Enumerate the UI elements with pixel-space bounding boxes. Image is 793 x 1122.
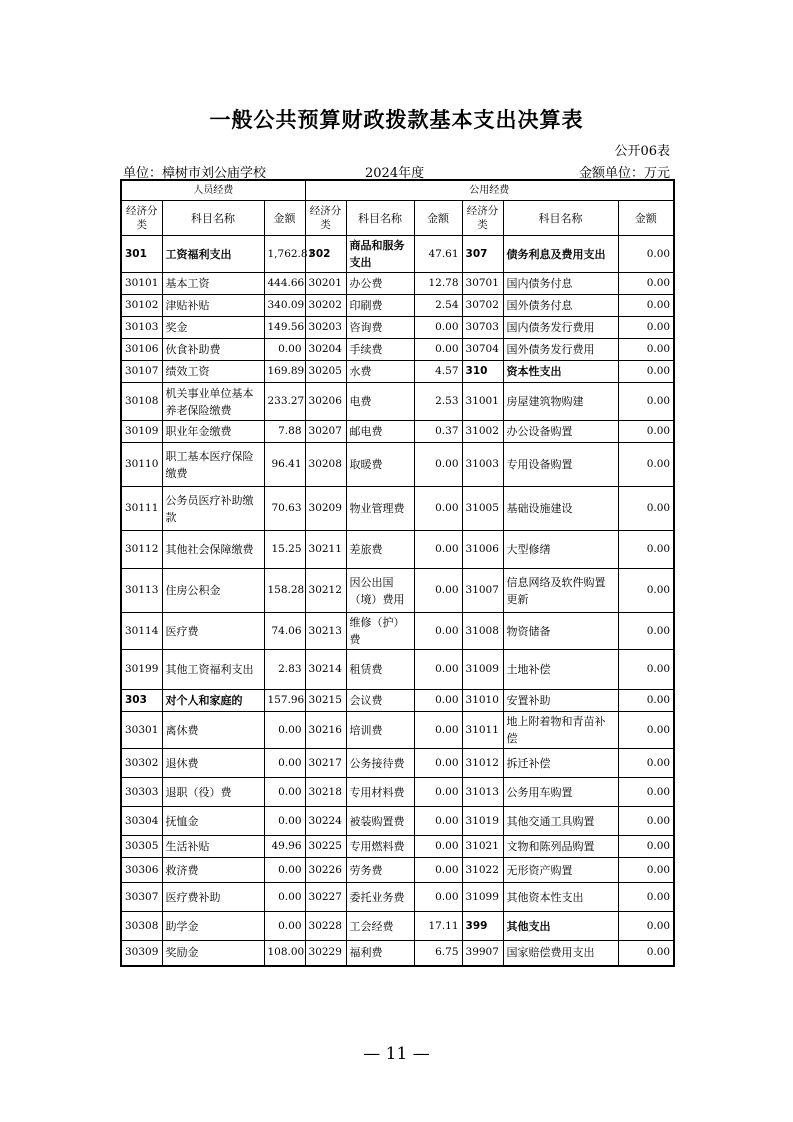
- category-name: 国内债务付息: [503, 273, 618, 295]
- category-code: 31010: [462, 690, 503, 712]
- table-row: [121, 883, 674, 912]
- amount-value: 0.00: [414, 836, 462, 858]
- category-name: 文物和陈列品购置: [503, 836, 618, 858]
- category-name: 离休费: [162, 712, 264, 749]
- category-name: 对个人和家庭的: [162, 690, 264, 712]
- table-row: [121, 317, 674, 339]
- category-name: 国内债务发行费用: [503, 317, 618, 339]
- category-code: 31006: [462, 531, 503, 569]
- category-name: 物业管理费: [346, 487, 414, 531]
- amount-value: 1,762.81: [264, 236, 305, 273]
- category-name: 抚恤金: [162, 807, 264, 836]
- amount-value: 0.00: [618, 650, 674, 690]
- category-code: 30204: [305, 339, 346, 361]
- form-number: 公开06表: [614, 144, 670, 159]
- category-name: 专用设备购置: [503, 443, 618, 487]
- category-name: 印刷费: [346, 295, 414, 317]
- table-row: [121, 836, 674, 858]
- amount-value: 0.00: [414, 339, 462, 361]
- category-code: 30302: [121, 749, 162, 778]
- amount-value: 70.63: [264, 487, 305, 531]
- table-row: [121, 807, 674, 836]
- category-name: 工会经费: [346, 912, 414, 941]
- amount-value: 0.00: [264, 712, 305, 749]
- category-name: 专用燃料费: [346, 836, 414, 858]
- category-code: 30209: [305, 487, 346, 531]
- amount-value: 0.00: [414, 531, 462, 569]
- amount-value: 0.00: [264, 339, 305, 361]
- category-code: 30110: [121, 443, 162, 487]
- table-row: [121, 383, 674, 421]
- category-code: 30214: [305, 650, 346, 690]
- category-code: 31012: [462, 749, 503, 778]
- amount-value: 0.00: [618, 531, 674, 569]
- category-name: 国外债务付息: [503, 295, 618, 317]
- category-code: 30227: [305, 883, 346, 912]
- amount-value: 0.00: [618, 383, 674, 421]
- amount-value: 0.00: [618, 613, 674, 650]
- amount-value: 0.00: [264, 778, 305, 807]
- category-code: 30701: [462, 273, 503, 295]
- category-name: 大型修缮: [503, 531, 618, 569]
- category-name: 基本工资: [162, 273, 264, 295]
- category-code: 30113: [121, 569, 162, 613]
- category-code: 30305: [121, 836, 162, 858]
- category-code: 30703: [462, 317, 503, 339]
- category-code: 30114: [121, 613, 162, 650]
- category-name: 维修（护）费: [346, 613, 414, 650]
- amount-value: 0.00: [618, 941, 674, 966]
- amount-value: 12.78: [414, 273, 462, 295]
- section-header-row: [121, 180, 674, 201]
- amount-value: 0.00: [264, 883, 305, 912]
- amount-value: 0.00: [618, 443, 674, 487]
- category-code: 301: [121, 236, 162, 273]
- header-amount: 金额: [264, 201, 305, 236]
- amount-value: 0.00: [618, 712, 674, 749]
- table-row: [121, 236, 674, 273]
- category-name: 绩效工资: [162, 361, 264, 383]
- amount-value: 0.00: [414, 613, 462, 650]
- amount-value: 233.27: [264, 383, 305, 421]
- category-name: 机关事业单位基本养老保险缴费: [162, 383, 264, 421]
- category-name: 津贴补贴: [162, 295, 264, 317]
- category-name: 职工基本医疗保险缴费: [162, 443, 264, 487]
- header-name: 科目名称: [346, 201, 414, 236]
- category-code: 30704: [462, 339, 503, 361]
- category-code: 30201: [305, 273, 346, 295]
- category-name: 差旅费: [346, 531, 414, 569]
- amount-value: 0.00: [618, 912, 674, 941]
- table-row: [121, 273, 674, 295]
- amount-value: 0.00: [618, 487, 674, 531]
- category-code: 30111: [121, 487, 162, 531]
- category-name: 水费: [346, 361, 414, 383]
- category-name: 被装购置费: [346, 807, 414, 836]
- category-name: 工资福利支出: [162, 236, 264, 273]
- category-name: 国外债务发行费用: [503, 339, 618, 361]
- category-name: 其他资本性支出: [503, 883, 618, 912]
- amount-value: 340.09: [264, 295, 305, 317]
- category-name: 公务用车购置: [503, 778, 618, 807]
- amount-value: 0.00: [618, 807, 674, 836]
- table-row: [121, 339, 674, 361]
- section-public: 公用经费: [305, 180, 674, 201]
- category-name: 奖金: [162, 317, 264, 339]
- table-row: [121, 443, 674, 487]
- category-code: 30106: [121, 339, 162, 361]
- category-name: 土地补偿: [503, 650, 618, 690]
- category-code: 30307: [121, 883, 162, 912]
- category-name: 无形资产购置: [503, 858, 618, 883]
- category-name: 公务员医疗补助缴款: [162, 487, 264, 531]
- category-name: 职业年金缴费: [162, 421, 264, 443]
- category-code: 31007: [462, 569, 503, 613]
- category-code: 30203: [305, 317, 346, 339]
- category-name: 取暖费: [346, 443, 414, 487]
- table-row: [121, 295, 674, 317]
- category-code: 31022: [462, 858, 503, 883]
- amount-value: 149.56: [264, 317, 305, 339]
- category-code: 30304: [121, 807, 162, 836]
- category-code: 30108: [121, 383, 162, 421]
- amount-value: 0.00: [618, 317, 674, 339]
- amount-value: 0.00: [618, 273, 674, 295]
- category-code: 30224: [305, 807, 346, 836]
- category-code: 30303: [121, 778, 162, 807]
- category-code: 30229: [305, 941, 346, 966]
- category-name: 培训费: [346, 712, 414, 749]
- category-code: 30102: [121, 295, 162, 317]
- category-name: 医疗费补助: [162, 883, 264, 912]
- category-name: 地上附着物和青苗补偿: [503, 712, 618, 749]
- category-name: 信息网络及软件购置更新: [503, 569, 618, 613]
- table-row: [121, 690, 674, 712]
- category-code: 30112: [121, 531, 162, 569]
- category-code: 31011: [462, 712, 503, 749]
- amount-value: 0.00: [414, 317, 462, 339]
- amount-value: 0.00: [618, 836, 674, 858]
- category-name: 专用材料费: [346, 778, 414, 807]
- category-name: 助学金: [162, 912, 264, 941]
- amount-unit: 金额单位：万元: [578, 166, 670, 181]
- amount-value: 49.96: [264, 836, 305, 858]
- category-code: 30103: [121, 317, 162, 339]
- category-code: 30213: [305, 613, 346, 650]
- amount-value: 0.00: [618, 421, 674, 443]
- table-row: [121, 941, 674, 966]
- table-row: [121, 912, 674, 941]
- amount-value: 96.41: [264, 443, 305, 487]
- amount-value: 0.00: [414, 443, 462, 487]
- category-name: 伙食补助费: [162, 339, 264, 361]
- category-code: 399: [462, 912, 503, 941]
- category-name: 生活补贴: [162, 836, 264, 858]
- category-name: 救济费: [162, 858, 264, 883]
- category-name: 租赁费: [346, 650, 414, 690]
- header-code: 经济分类: [462, 201, 503, 236]
- amount-value: 74.06: [264, 613, 305, 650]
- category-name: 咨询费: [346, 317, 414, 339]
- category-code: 30215: [305, 690, 346, 712]
- amount-value: 108.00: [264, 941, 305, 966]
- category-code: 30702: [462, 295, 503, 317]
- amount-value: 6.75: [414, 941, 462, 966]
- amount-value: 17.11: [414, 912, 462, 941]
- category-code: 31003: [462, 443, 503, 487]
- category-name: 物资储备: [503, 613, 618, 650]
- header-amount: 金额: [414, 201, 462, 236]
- amount-value: 0.00: [618, 690, 674, 712]
- category-code: 30228: [305, 912, 346, 941]
- category-code: 30308: [121, 912, 162, 941]
- category-name: 会议费: [346, 690, 414, 712]
- category-name: 手续费: [346, 339, 414, 361]
- category-code: 30226: [305, 858, 346, 883]
- category-name: 委托业务费: [346, 883, 414, 912]
- amount-value: 0.00: [264, 912, 305, 941]
- column-header-row: [121, 201, 674, 236]
- category-code: 30301: [121, 712, 162, 749]
- amount-value: 0.00: [414, 858, 462, 883]
- header-name: 科目名称: [162, 201, 264, 236]
- amount-value: 0.00: [618, 778, 674, 807]
- category-code: 30101: [121, 273, 162, 295]
- category-code: 30207: [305, 421, 346, 443]
- category-code: 31008: [462, 613, 503, 650]
- category-name: 办公费: [346, 273, 414, 295]
- amount-value: 0.00: [618, 883, 674, 912]
- table-row: [121, 569, 674, 613]
- amount-value: 0.00: [264, 858, 305, 883]
- amount-value: 0.00: [414, 749, 462, 778]
- amount-value: 2.54: [414, 295, 462, 317]
- header-code: 经济分类: [305, 201, 346, 236]
- category-code: 30205: [305, 361, 346, 383]
- table-row: [121, 361, 674, 383]
- amount-value: 0.00: [414, 712, 462, 749]
- category-name: 拆迁补偿: [503, 749, 618, 778]
- fiscal-year: 2024年度: [365, 166, 425, 181]
- amount-value: 0.37: [414, 421, 462, 443]
- table-row: [121, 858, 674, 883]
- category-code: 30309: [121, 941, 162, 966]
- amount-value: 7.88: [264, 421, 305, 443]
- category-code: 310: [462, 361, 503, 383]
- category-code: 30107: [121, 361, 162, 383]
- expenditure-table: [120, 179, 675, 967]
- category-code: 30217: [305, 749, 346, 778]
- category-code: 31002: [462, 421, 503, 443]
- category-name: 退职（役）费: [162, 778, 264, 807]
- category-name: 其他工资福利支出: [162, 650, 264, 690]
- category-code: 31099: [462, 883, 503, 912]
- category-name: 电费: [346, 383, 414, 421]
- amount-value: 0.00: [264, 807, 305, 836]
- amount-value: 0.00: [618, 236, 674, 273]
- category-name: 其他交通工具购置: [503, 807, 618, 836]
- amount-value: 47.61: [414, 236, 462, 273]
- amount-value: 0.00: [414, 778, 462, 807]
- section-personnel: 人员经费: [121, 180, 305, 201]
- category-code: 30208: [305, 443, 346, 487]
- amount-value: 0.00: [414, 487, 462, 531]
- table-row: [121, 613, 674, 650]
- amount-value: 0.00: [618, 361, 674, 383]
- header-code: 经济分类: [121, 201, 162, 236]
- amount-value: 0.00: [414, 883, 462, 912]
- category-code: 30109: [121, 421, 162, 443]
- category-code: 31021: [462, 836, 503, 858]
- category-name: 奖励金: [162, 941, 264, 966]
- table-row: [121, 487, 674, 531]
- category-name: 邮电费: [346, 421, 414, 443]
- amount-value: 0.00: [618, 749, 674, 778]
- amount-value: 157.96: [264, 690, 305, 712]
- header-name: 科目名称: [503, 201, 618, 236]
- category-name: 医疗费: [162, 613, 264, 650]
- amount-value: 0.00: [618, 295, 674, 317]
- category-name: 办公设备购置: [503, 421, 618, 443]
- table-row: [121, 712, 674, 749]
- amount-value: 169.89: [264, 361, 305, 383]
- amount-value: 0.00: [414, 807, 462, 836]
- category-code: 30206: [305, 383, 346, 421]
- category-name: 资本性支出: [503, 361, 618, 383]
- amount-value: 0.00: [618, 569, 674, 613]
- amount-value: 4.57: [414, 361, 462, 383]
- table-row: [121, 650, 674, 690]
- page-title: 一般公共预算财政拨款基本支出决算表: [209, 108, 584, 132]
- category-name: 基础设施建设: [503, 487, 618, 531]
- category-code: 30225: [305, 836, 346, 858]
- page-number: — 11 —: [363, 1044, 430, 1064]
- category-name: 住房公积金: [162, 569, 264, 613]
- amount-value: 0.00: [618, 339, 674, 361]
- category-name: 退休费: [162, 749, 264, 778]
- category-code: 31013: [462, 778, 503, 807]
- category-name: 债务利息及费用支出: [503, 236, 618, 273]
- category-name: 劳务费: [346, 858, 414, 883]
- amount-value: 158.28: [264, 569, 305, 613]
- category-name: 福利费: [346, 941, 414, 966]
- category-name: 其他社会保障缴费: [162, 531, 264, 569]
- category-name: 商品和服务支出: [346, 236, 414, 273]
- category-code: 307: [462, 236, 503, 273]
- category-code: 30216: [305, 712, 346, 749]
- category-name: 公务接待费: [346, 749, 414, 778]
- amount-value: 15.25: [264, 531, 305, 569]
- reporting-unit: 单位：樟树市刘公庙学校: [123, 166, 267, 181]
- amount-value: 0.00: [618, 858, 674, 883]
- header-amount: 金额: [618, 201, 674, 236]
- category-code: 30306: [121, 858, 162, 883]
- amount-value: 0.00: [264, 749, 305, 778]
- amount-value: 0.00: [414, 569, 462, 613]
- amount-value: 444.66: [264, 273, 305, 295]
- table-row: [121, 749, 674, 778]
- category-name: 其他支出: [503, 912, 618, 941]
- category-code: 30218: [305, 778, 346, 807]
- category-name: 房屋建筑物购建: [503, 383, 618, 421]
- category-code: 39907: [462, 941, 503, 966]
- category-code: 30212: [305, 569, 346, 613]
- category-code: 31019: [462, 807, 503, 836]
- table-row: [121, 531, 674, 569]
- amount-value: 0.00: [414, 690, 462, 712]
- category-name: 安置补助: [503, 690, 618, 712]
- category-name: 因公出国（境）费用: [346, 569, 414, 613]
- amount-value: 0.00: [414, 650, 462, 690]
- category-code: 31009: [462, 650, 503, 690]
- amount-value: 2.83: [264, 650, 305, 690]
- category-code: 30211: [305, 531, 346, 569]
- table-row: [121, 421, 674, 443]
- category-code: 30199: [121, 650, 162, 690]
- amount-value: 2.53: [414, 383, 462, 421]
- category-code: 302: [305, 236, 346, 273]
- category-code: 30202: [305, 295, 346, 317]
- table-row: [121, 778, 674, 807]
- category-code: 31005: [462, 487, 503, 531]
- category-code: 303: [121, 690, 162, 712]
- category-name: 国家赔偿费用支出: [503, 941, 618, 966]
- category-code: 31001: [462, 383, 503, 421]
